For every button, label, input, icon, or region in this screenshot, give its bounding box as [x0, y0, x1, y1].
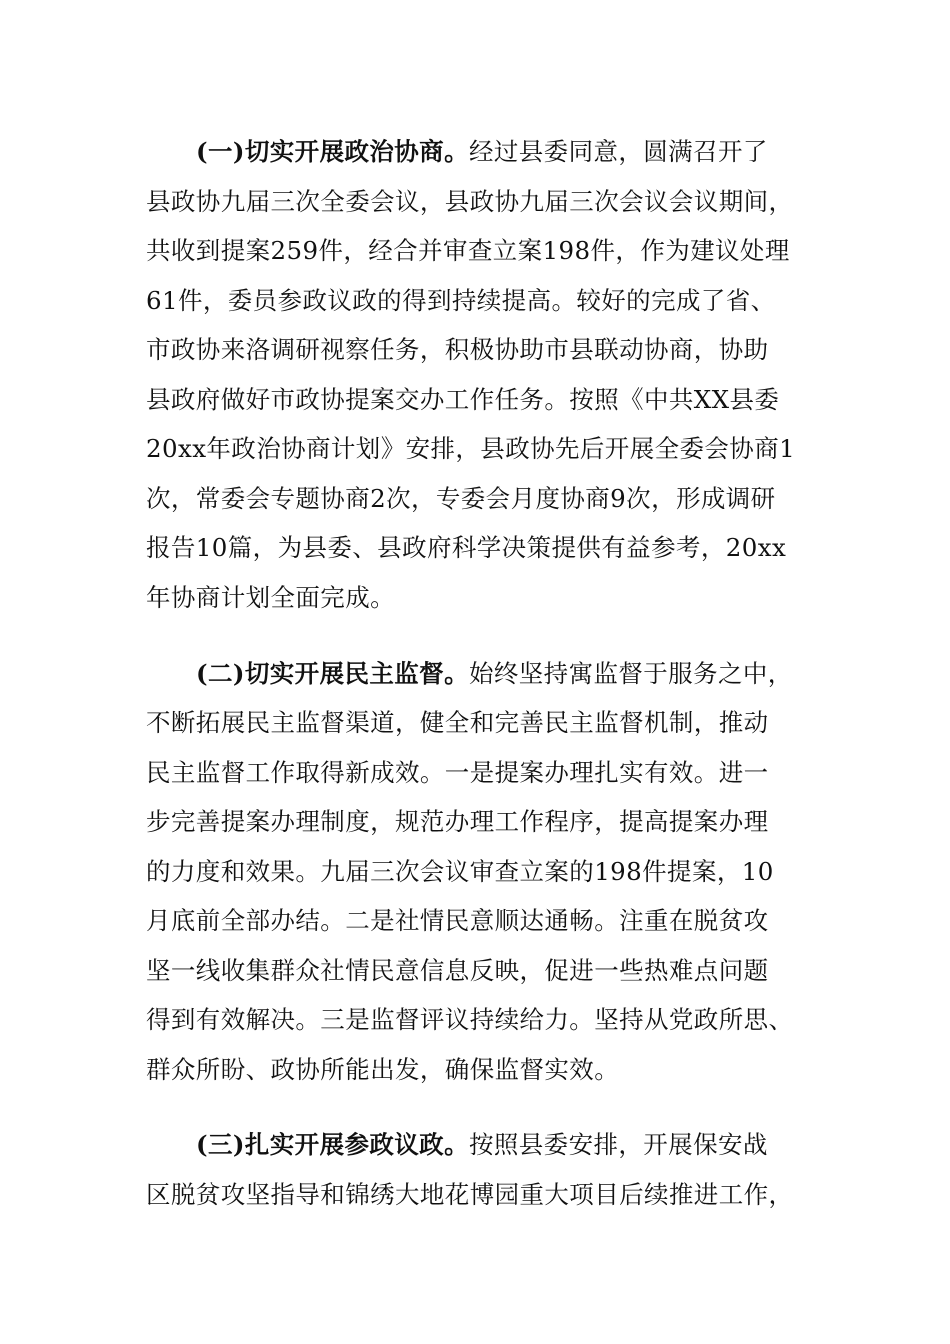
- paragraph-line: 县政协九届三次全委会议，县政协九届三次会议会议期间，: [146, 187, 794, 216]
- paragraph-line: 群众所盼、政协所能出发，确保监督实效。: [146, 1055, 620, 1084]
- paragraph-text: 始终坚持寓监督于服务之中，: [468, 659, 793, 688]
- paragraph-line: 年协商计划全面完成。: [146, 583, 395, 612]
- paragraph-line: 61件，委员参政议政的得到持续提高。较好的完成了省、: [146, 286, 776, 315]
- section-heading: (三)扎实开展参政议政。: [196, 1130, 469, 1159]
- paragraph-text: 按照县委安排，开展保安战: [468, 1130, 768, 1159]
- paragraph-line: 月底前全部办结。二是社情民意顺达通畅。注重在脱贫攻: [146, 906, 769, 935]
- section-heading: (一)切实开展政治协商。: [196, 137, 469, 166]
- paragraph-line: 区脱贫攻坚指导和锦绣大地花博园重大项目后续推进工作，: [146, 1180, 794, 1209]
- paragraph-line: 的力度和效果。九届三次会议审查立案的198件提案，10: [146, 857, 774, 886]
- paragraph-line: [196, 659, 806, 689]
- paragraph-line: 报告10篇，为县委、县政府科学决策提供有益参考，20xx: [146, 533, 787, 562]
- section-heading: (二)切实开展民主监督。: [196, 659, 469, 688]
- paragraph-line: 20xx年政治协商计划》安排，县政协先后开展全委会协商1: [146, 434, 796, 463]
- paragraph-text: 经过县委同意，圆满召开了: [468, 137, 768, 166]
- paragraph-line: 共收到提案259件，经合并审查立案198件，作为建议处理: [146, 236, 790, 265]
- paragraph-line: 坚一线收集群众社情民意信息反映，促进一些热难点问题: [146, 956, 769, 985]
- paragraph-line: 不断拓展民主监督渠道，健全和完善民主监督机制，推动: [146, 708, 769, 737]
- paragraph-line: 步完善提案办理制度，规范办理工作程序，提高提案办理: [146, 807, 769, 836]
- paragraph-line: 次，常委会专题协商2次，专委会月度协商9次，形成调研: [146, 484, 776, 513]
- paragraph-line: 民主监督工作取得新成效。一是提案办理扎实有效。进一: [146, 758, 769, 787]
- paragraph-line: 得到有效解决。三是监督评议持续给力。坚持从党政所思、: [146, 1005, 794, 1034]
- paragraph-line: 市政协来洛调研视察任务，积极协助市县联动协商，协助: [146, 335, 769, 364]
- paragraph-line: [196, 1130, 806, 1160]
- paragraph-line: [196, 137, 806, 167]
- paragraph-line: 县政府做好市政协提案交办工作任务。按照《中共XX县委: [146, 385, 780, 414]
